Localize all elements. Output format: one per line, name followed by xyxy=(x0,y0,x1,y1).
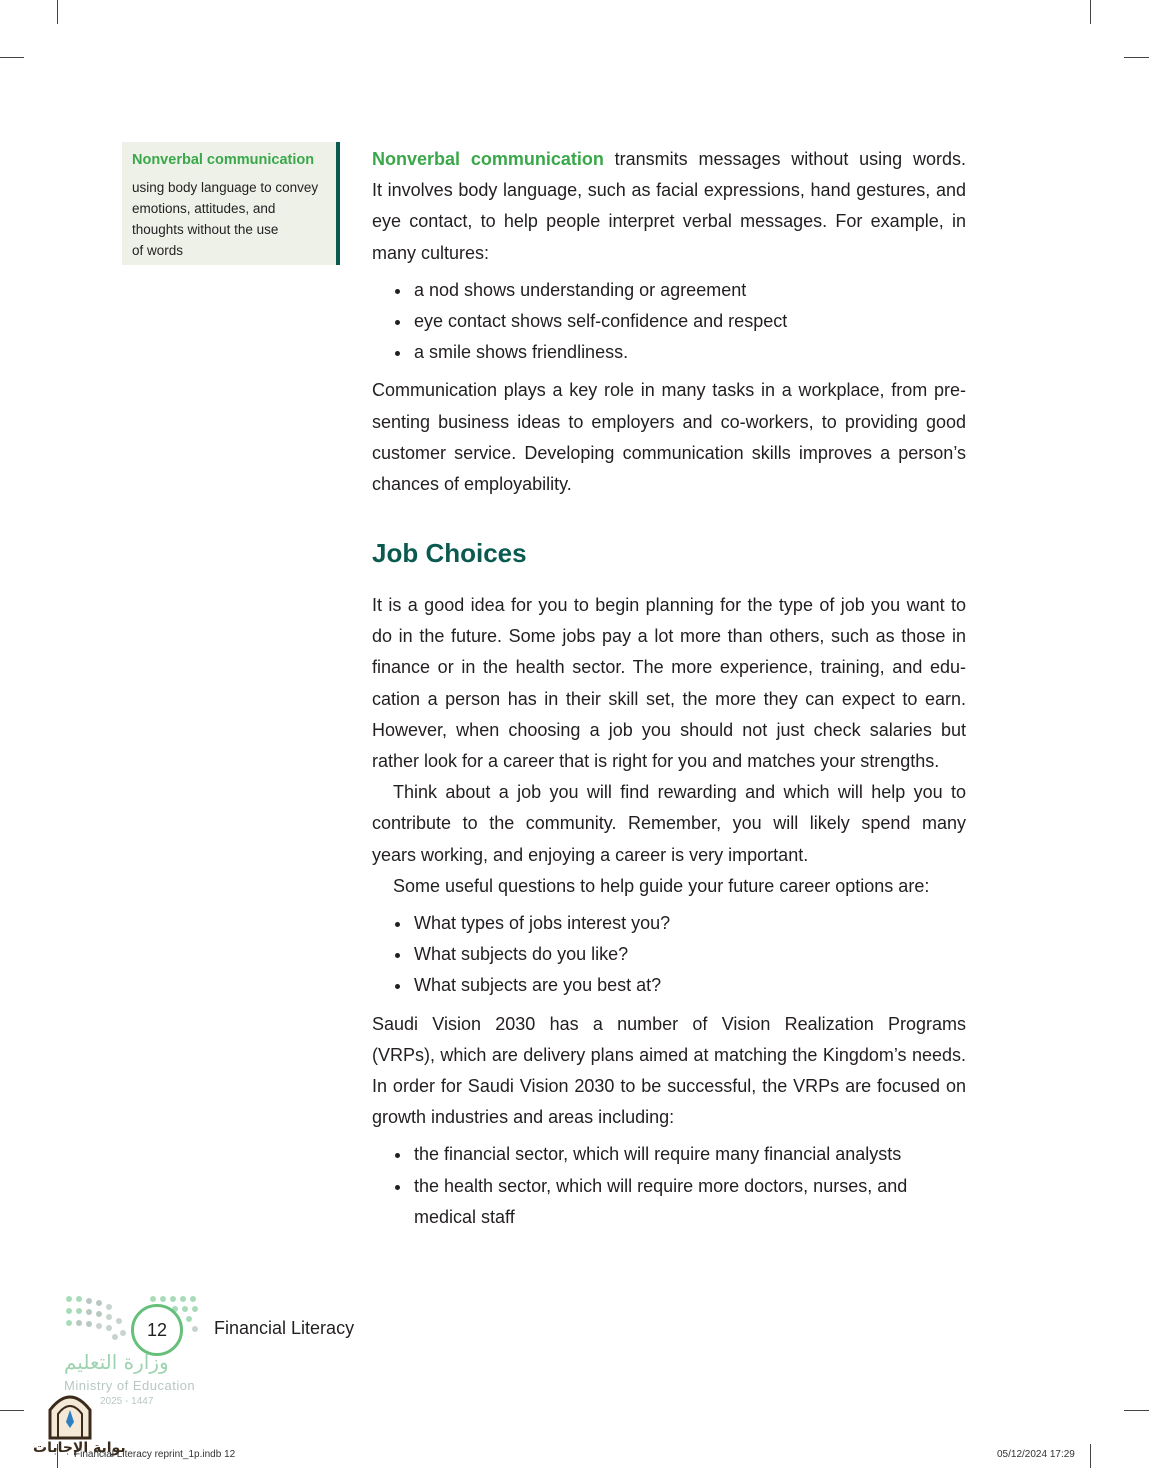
text-line: finance or in the health sector. The more experience, training, and edu- xyxy=(372,657,966,678)
crop-mark xyxy=(1124,1410,1149,1411)
cultures-list xyxy=(372,275,966,369)
logo-dot xyxy=(186,1316,192,1322)
questions-list xyxy=(372,908,966,1002)
logo-dot xyxy=(86,1321,92,1327)
definition-line: of words xyxy=(132,243,184,258)
crop-mark xyxy=(0,1410,24,1411)
print-slug: Financial Literacy reprint_1p.indb 12 xyxy=(74,1449,236,1460)
logo-dot xyxy=(150,1296,156,1302)
section-heading: Job Choices xyxy=(372,538,527,568)
text-line: In order for Saudi Vision 2030 to be successful, the VRPs are focused on xyxy=(372,1076,966,1097)
glossary-term: Nonverbal communication xyxy=(132,152,315,168)
text-line: Some useful questions to help guide your future career options are: xyxy=(393,875,930,896)
logo-dot xyxy=(106,1325,112,1331)
list-item: the health sector, which will require more doctors, nurses, and medical staff xyxy=(372,1171,966,1233)
text-line: cation a person has in their skill set, the more they can expect to earn. xyxy=(372,688,966,709)
text-line: Saudi Vision 2030 has a number of Vision Realization Programs xyxy=(372,1013,966,1034)
logo-dot xyxy=(180,1296,186,1302)
text-line: However, when choosing a job you should not just check salaries but xyxy=(372,719,966,740)
text-line: Think about a job you will find rewarding and which will help you to xyxy=(393,782,966,803)
text-line: It involves body language, such as facial expressions, hand gestures, and xyxy=(372,180,966,201)
logo-dot xyxy=(192,1306,198,1312)
logo-dot xyxy=(192,1326,198,1332)
workplace-paragraph xyxy=(372,375,966,500)
text-line: customer service. Developing communication skills improves a person’s xyxy=(372,442,966,463)
list-item: a nod shows understanding or agreement xyxy=(372,275,966,306)
text-line: eye contact, to help people interpret verbal messages. For example, in xyxy=(372,211,966,232)
text-line: It is a good idea for you to begin planning for the type of job you want to xyxy=(372,595,966,615)
list-item: What subjects do you like? xyxy=(372,939,966,970)
text-line: (VRPs), which are delivery plans aimed at matching the Kingdom’s needs. xyxy=(372,1044,966,1065)
definition-line: thoughts without the use xyxy=(132,222,279,237)
text-line: years working, and enjoying a career is very important. xyxy=(372,844,809,865)
text-line: Nonverbal communication transmits messages without using words. xyxy=(372,149,966,169)
print-timestamp: 05/12/2024 17:29 xyxy=(997,1449,1075,1460)
text-line: rather look for a career that is right for you and matches your strengths. xyxy=(372,751,940,772)
page-number: 12 xyxy=(146,1320,168,1340)
logo-dot xyxy=(76,1296,82,1302)
job-paragraph xyxy=(372,777,966,871)
logo-dot xyxy=(66,1296,72,1302)
job-paragraph xyxy=(372,871,966,902)
main-text-column xyxy=(372,144,966,500)
logo-dot xyxy=(96,1323,102,1329)
book-title: Financial Literacy xyxy=(214,1318,355,1338)
text-line: do in the future. Some jobs pay a lot more than others, such as those in xyxy=(372,626,966,647)
watermark-text: بوابة الإجابات xyxy=(33,1440,126,1456)
logo-dot xyxy=(160,1296,166,1302)
text-line: contribute to the community. Remember, you will likely spend many xyxy=(372,813,966,834)
logo-dot xyxy=(170,1296,176,1302)
logo-dot xyxy=(76,1308,82,1314)
logo-dot xyxy=(106,1304,112,1310)
list-item: the financial sector, which will require many financial analysts xyxy=(372,1139,966,1170)
job-paragraph xyxy=(372,590,966,777)
logo-dot xyxy=(190,1296,196,1302)
text-line: Communication plays a key role in many tasks in a workplace, from pre- xyxy=(372,380,966,401)
logo-dot xyxy=(86,1298,92,1304)
logo-dot xyxy=(106,1314,112,1320)
logo-dot xyxy=(76,1320,82,1326)
glossary-definition xyxy=(132,177,332,261)
crop-mark xyxy=(0,57,24,58)
list-item: What types of jobs interest you? xyxy=(372,908,966,939)
job-choices-section xyxy=(372,590,966,1240)
logo-dot xyxy=(112,1334,118,1340)
watermark-emblem-icon xyxy=(46,1388,94,1440)
logo-dot xyxy=(86,1309,92,1315)
text-line: many cultures: xyxy=(372,242,490,263)
crop-mark xyxy=(1090,0,1091,24)
vision-paragraph xyxy=(372,1009,966,1134)
definition-line: using body language to convey xyxy=(132,180,319,195)
text-line: senting business ideas to employers and co-workers, to providing good xyxy=(372,411,966,432)
list-item: eye contact shows self-confidence and respect xyxy=(372,306,966,337)
crop-mark xyxy=(57,0,58,24)
list-item: a smile shows friendliness. xyxy=(372,337,966,368)
text-line: growth industries and areas including: xyxy=(372,1107,675,1128)
text-line: chances of employability. xyxy=(372,474,572,495)
logo-dot xyxy=(116,1318,122,1324)
logo-dot xyxy=(182,1306,188,1312)
logo-dot xyxy=(96,1311,102,1317)
key-term: Nonverbal communication xyxy=(372,149,604,169)
logo-dot xyxy=(66,1308,72,1314)
logo-dot xyxy=(120,1330,126,1336)
intro-paragraph xyxy=(372,144,966,269)
edition-year: 2025 - 1447 xyxy=(100,1396,154,1407)
definition-line: emotions, attitudes, and xyxy=(132,201,276,216)
list-item-continuation: medical staff xyxy=(414,1206,515,1227)
ministry-name-english: Ministry of Education xyxy=(64,1378,196,1393)
logo-dot xyxy=(96,1300,102,1306)
crop-mark xyxy=(1124,57,1149,58)
crop-mark xyxy=(1090,1444,1091,1468)
list-item: What subjects are you best at? xyxy=(372,970,966,1001)
logo-dot xyxy=(66,1320,72,1326)
page-number-badge xyxy=(131,1304,183,1356)
glossary-box xyxy=(122,142,340,265)
ministry-name-arabic: وزارة التعليم xyxy=(64,1350,169,1374)
sectors-list xyxy=(372,1139,966,1233)
